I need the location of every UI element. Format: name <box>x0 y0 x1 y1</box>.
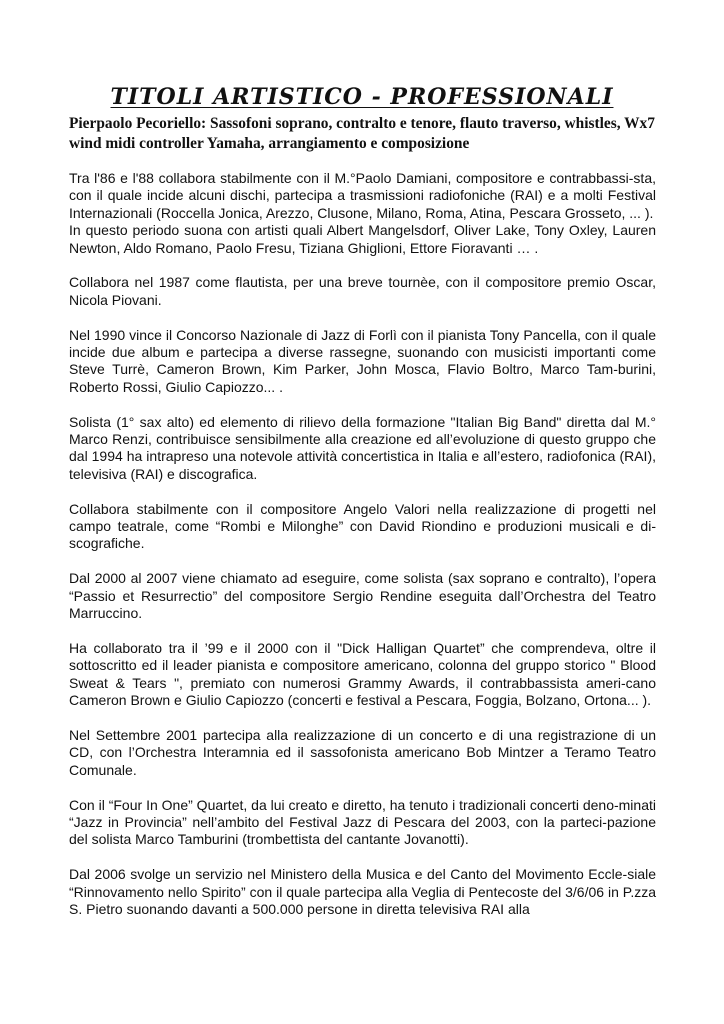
paragraph-damiani <box>69 170 656 257</box>
paragraph-four-in-one: Con il “Four In One” Quartet, da lui creato e diretto, ha tenuto i tradizionali concerti deno-minati “Jazz in Provincia” nell’ambito del Festival Jazz di Pescara del 2003, con la parteci-pazione del solista Marco Tamburini (trombettista del cantante Jovanotti). <box>69 796 656 848</box>
document-body <box>69 170 656 936</box>
document-subtitle: Pierpaolo Pecoriello: Sassofoni soprano, contralto e tenore, flauto traverso, whistles, Wx7 wind midi controller Yamaha, arrangiamento e composizione <box>69 115 655 152</box>
paragraph-text: Tra l'86 e l'88 collabora stabilmente con il M.°Paolo Damiani, compositore e contrabbassi-sta, con il quale incide alcuni dischi, partecipa a trasmissioni radiofoniche (RAI) e a molti Festival Internazionali (Roccella Jonica, Arezzo, Clusone, Milano, Roma, Atina, Pescara Grosseto, ... ). In questo periodo suona con artisti quali Albert Mangelsdorf, Oliver Lake, Tony Oxley, Lauren Newton, Aldo Romano, Paolo Fresu, Tiziana Ghiglioni, Ettore Fioravanti … . <box>69 170 656 256</box>
paragraph-rinnovamento: Dal 2006 svolge un servizio nel Ministero della Musica e del Canto del Movimento Eccle-siale “Rinnovamento nello Spirito” con il quale partecipa alla Veglia di Pentecoste del 3/6/06 in P.zza S. Pietro suonando davanti a 500.000 persone in diretta televisiva RAI alla <box>69 866 656 917</box>
paragraph-big-band: Solista (1° sax alto) ed elemento di rilievo della formazione "Italian Big Band" diretta dal M.° Marco Renzi, contribuisce sensibilmente alla creazione ed all’evoluzione di questo gruppo che dal 1994 ha intrapreso una notevole attività concertistica in Italia e all’estero, radiofonica (RAI), televisiva (RAI) e discografica. <box>69 413 656 482</box>
paragraph-valori: Collabora stabilmente con il compositore Angelo Valori nella realizzazione di progetti nel campo teatrale, come “Rombi e Milonghe” con David Riondino e produzioni musicali e di-scografiche. <box>69 500 656 552</box>
paragraph-forli: Nel 1990 vince il Concorso Nazionale di Jazz di Forlì con il pianista Tony Pancella, con il quale incide due album e partecipa a diverse rassegne, suonando con musicisti importanti come Steve Turrè, Cameron Brown, Kim Parker, John Mosca, Flavio Boltro, Marco Tam-burini, Roberto Rossi, Giulio Capiozzo... . <box>69 326 656 395</box>
paragraph-halligan: Ha collaborato tra il ’99 e il 2000 con il "Dick Halligan Quartet” che comprendeva, oltre il sottoscritto ed il leader pianista e compositore americano, colonna del gruppo storico " Blood Sweat & Tears ", premiato con numerosi Grammy Awards, il contrabbassista ameri-cano Cameron Brown e Giulio Capiozzo (concerti e festival a Pescara, Foggia, Bolzano, Ortona... ). <box>69 639 656 709</box>
document-title: TITOLI ARTISTICO - PROFESSIONALI <box>110 84 614 110</box>
paragraph-rendine: Dal 2000 al 2007 viene chiamato ad eseguire, come solista (sax soprano e contralto), l’opera “Passio et Resurrectio” del compositore Sergio Rendine eseguita dall’Orchestra del Teatro Marruccino. <box>69 570 656 622</box>
paragraph-piovani: Collabora nel 1987 come flautista, per una breve tournèe, con il compositore premio Oscar, Nicola Piovani. <box>69 274 656 308</box>
paragraph-mintzer: Nel Settembre 2001 partecipa alla realizzazione di un concerto e di una registrazione di un CD, con l’Orchestra Interamnia ed il sassofonista americano Bob Mintzer a Teramo Teatro Comunale. <box>69 726 656 778</box>
